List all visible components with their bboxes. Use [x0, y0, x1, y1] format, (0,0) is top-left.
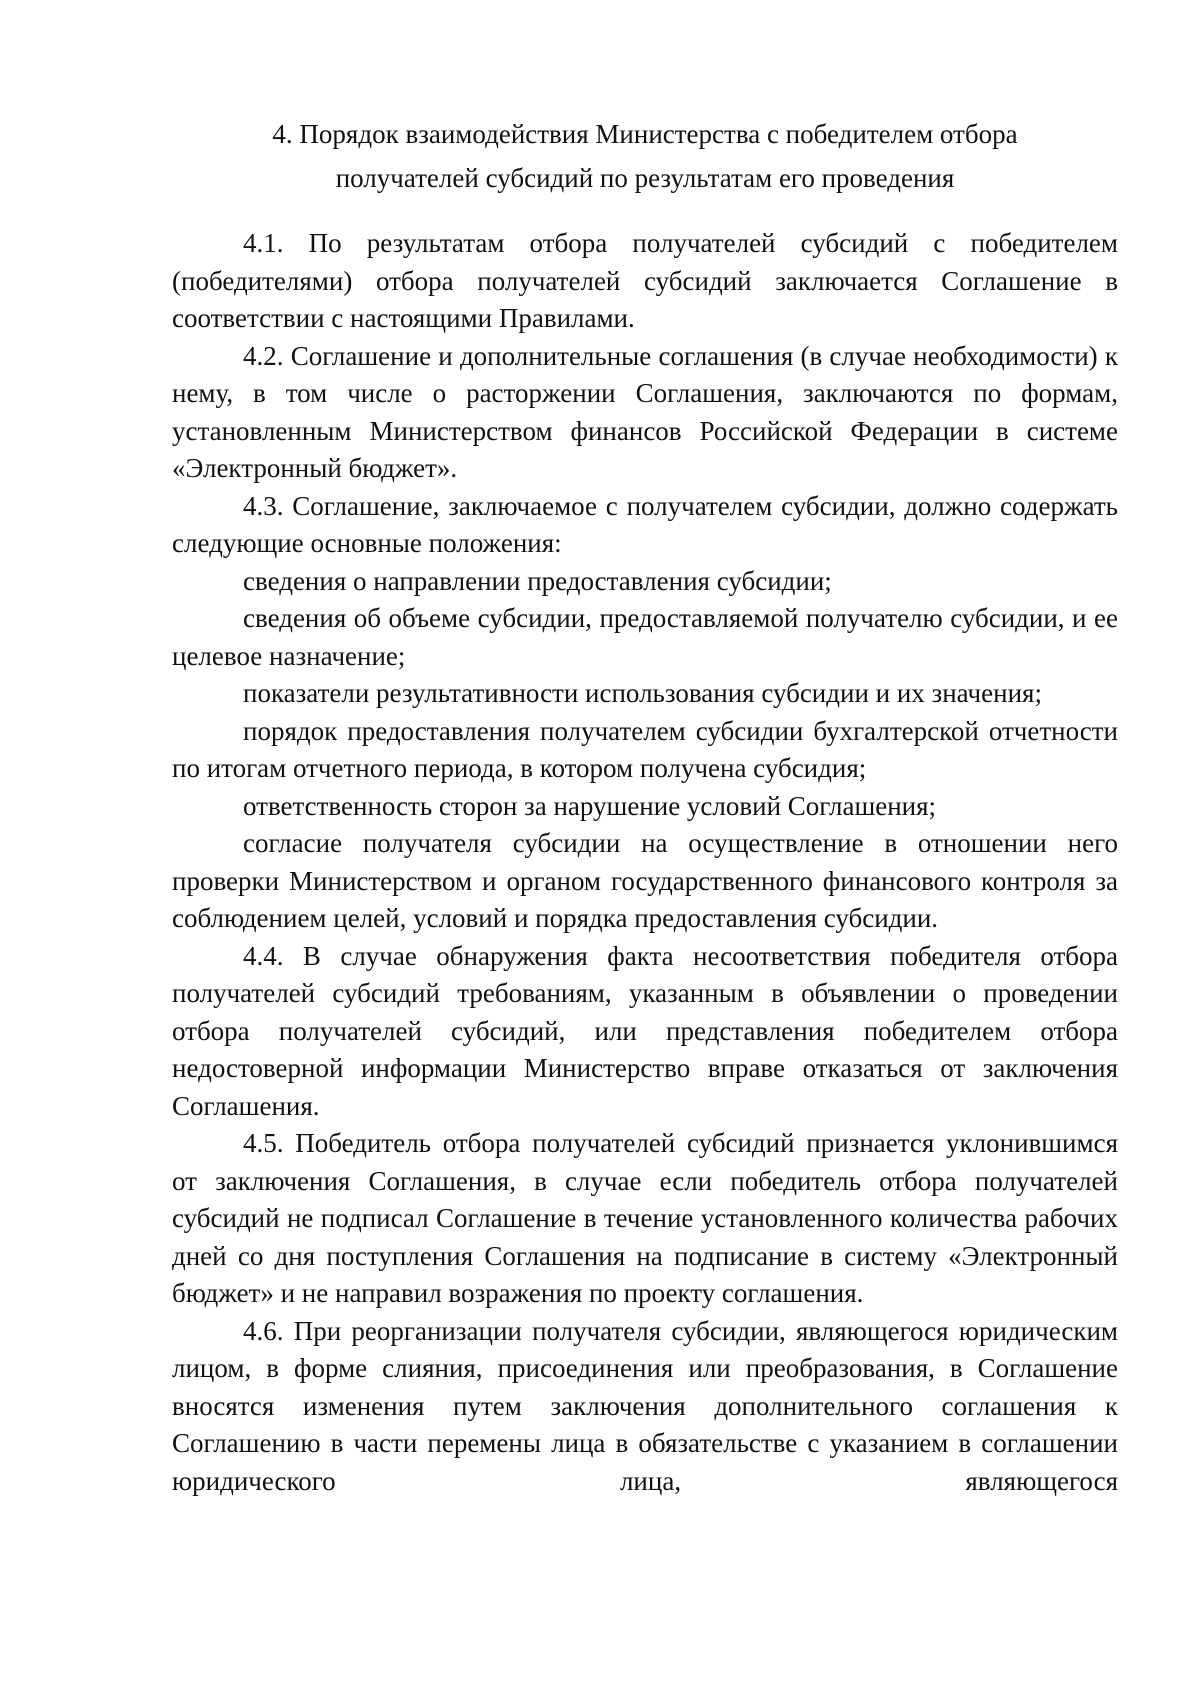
paragraph-4-6: 4.6. При реорганизации получателя субсидии, являющегося юридическим лицом, в форме слияния, присоединения или преобразования, в Соглашение вносятся изменения путем заключения дополнительного соглашения к Соглашению в части перемены лица в обязательстве с указанием в соглашении юридического лица, являющегося: [172, 1315, 1118, 1496]
paragraph-4-2: 4.2. Соглашение и дополнительные соглашения (в случае необходимости) к нему, в том числе о расторжении Соглашения, заключаются по формам, установленным Министерством финансов Российской Федерации в системе «Электронный бюджет».: [172, 340, 1118, 483]
list-item-direction: сведения о направлении предоставления субсидии;: [243, 565, 832, 596]
list-item-reporting: порядок предоставления получателем субсидии бухгалтерской отчетности по итогам отчетного периода, в котором получена субсидия;: [172, 715, 1118, 783]
paragraph-4-1: 4.1. По результатам отбора получателей субсидий с победителем (победителями) отбора получателей субсидий заключается Соглашение в соответствии с настоящими Правилами.: [172, 228, 1118, 333]
paragraph-4-5: 4.5. Победитель отбора получателей субсидий признается уклонившимся от заключения Соглашения, в случае если победитель отбора получателей субсидий не подписал Соглашение в течение установленного количества рабочих дней со дня поступления Соглашения на подписание в систему «Электронный бюджет» и не направил возражения по проекту соглашения.: [172, 1128, 1118, 1308]
section-heading: [172, 112, 1118, 200]
list-item-consent: согласие получателя субсидии на осуществление в отношении него проверки Министерством и органом государственного финансового контроля за соблюдением целей, условий и порядка предоставления субсидии.: [172, 828, 1118, 933]
section-heading-line-2: получателей субсидий по результатам его проведения: [335, 163, 955, 193]
section-heading-line-1: 4. Порядок взаимодействия Министерства с победителем отбора: [272, 119, 1018, 149]
list-item-volume: сведения об объеме субсидии, предоставляемой получателю субсидии, и ее целевое назначение;: [172, 603, 1118, 671]
paragraph-4-3: 4.3. Соглашение, заключаемое с получателем субсидии, должно содержать следующие основные положения:: [172, 490, 1118, 558]
list-item-responsibility: ответственность сторон за нарушение условий Соглашения;: [243, 790, 937, 821]
list-item-indicators: показатели результативности использования субсидии и их значения;: [243, 678, 1042, 708]
paragraph-4-4: 4.4. В случае обнаружения факта несоответствия победителя отбора получателей субсидий требованиям, указанным в объявлении о проведении отбора получателей субсидий, или представления победителем отбора недостоверной информации Министерство вправе отказаться от заключения Соглашения.: [172, 940, 1118, 1121]
document-body: [172, 225, 1118, 1500]
